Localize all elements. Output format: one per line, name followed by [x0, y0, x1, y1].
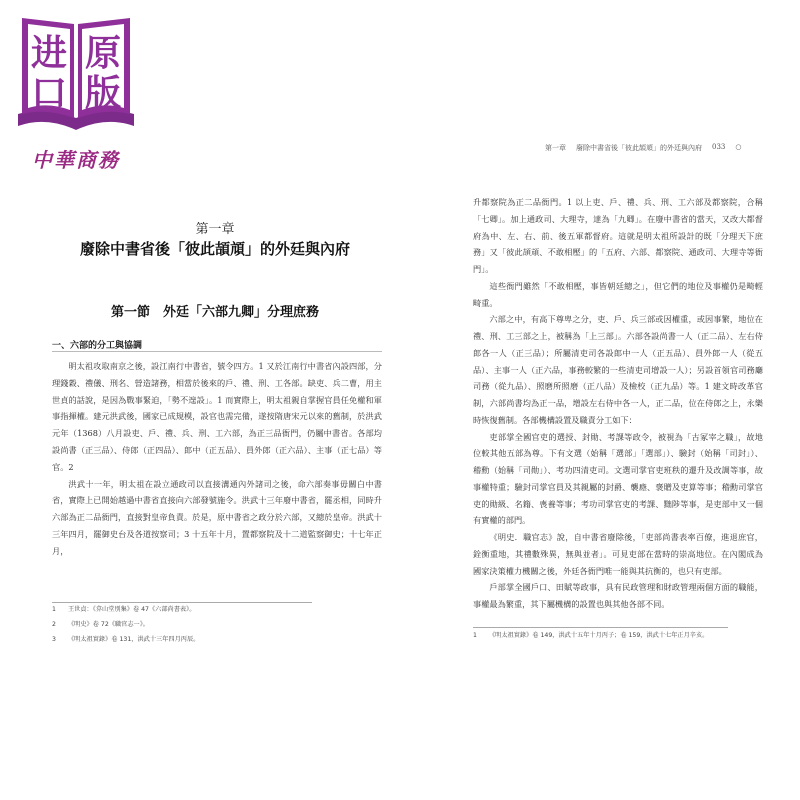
subsection-rule [52, 351, 382, 352]
section-title: 第一節 外廷「六部九卿」分理庶務 [110, 305, 319, 320]
footnote-text: 王世貞：《弇山堂別集》卷 47《六部尚書表》。 [68, 606, 196, 613]
right-paragraph-2: 這些衙門雖然「不敢相壓，事皆朝廷總之」，但它們的地位及事權仍是畸輕畸重。 [473, 280, 763, 308]
book-logo-graphic [14, 10, 138, 142]
subsection-heading: 一、六部的分工與協調 [52, 341, 143, 351]
right-footnotes [473, 628, 763, 643]
chapter-number: 第一章 [195, 222, 235, 237]
running-header [545, 143, 770, 153]
header-mark: ○ [735, 143, 742, 151]
logo-char-3: 口 [30, 73, 68, 114]
left-paragraph-2: 洪武十一年，明太祖在設立通政司以直接溝通內外諸司之後，命六部奏事毋關白中書省，實際上已開始越過中書省直接向六部發號施令。洪武十三年廢中書省，罷丞相，同時升六部為正二品衙門，直接對皇帝負責。於是，原中書省之政分於六部，又總於皇帝。洪武十三年四月，罷御史台及各道按察司；3 十五年十月，置都察院及十二道監察御史；十七年正月， [52, 478, 382, 556]
left-paragraph-1: 明太祖攻取南京之後，設江南行中書省，號令四方。1 又於江南行中書省內設四部，分理錢穀、禮儀、刑名、營造諸務，相當於後來的戶、禮、刑、工各部。缺吏、兵二曹，用主世貞的話說，是因為戰事緊迫，「勢不遑設」。1 而實際上，明太祖親自掌握官員任免權和軍事指揮權。建元洪武後，國家已成規模，設官也需完備，遂按隋唐宋元以來的舊制，於洪武元年（1368）八月設吏、戶、禮、兵、刑、工六部，為正三品衙門，仍屬中書省。各部均設尚書（正三品）、侍郎（正四品）、郎中（正五品）、員外郎（正六品）、主事（正七品）等官。2 [52, 361, 382, 472]
footnote-number: 1 [473, 632, 477, 639]
logo-char-1: 进 [30, 33, 68, 74]
header-chapter: 第一章 [545, 144, 566, 152]
left-body-text [52, 358, 382, 560]
footnote [473, 628, 763, 643]
left-footnotes [52, 602, 382, 647]
header-running-title: 廢除中書省後「彼此頡頏」的外廷與內府 [576, 144, 702, 152]
header-page-number: 033 [712, 143, 726, 151]
chapter-title: 廢除中書省後「彼此頡頏」的外廷與內府 [79, 240, 350, 258]
footnote-number: 2 [52, 621, 56, 628]
footnote-text: 《明史》卷 72《職官志一》。 [68, 621, 149, 628]
footnote-number: 1 [52, 606, 56, 613]
right-paragraph-3: 六部之中，有高下尊卑之分，吏、戶、兵三部或因權重，或因事繁，地位在禮、刑、工三部之上，被稱為「上三部」。六部各設尚書一人（正二品）、左右侍郎各一人（正三品）；所屬清吏司各設郎中一人（正五品）、員外郎一人（從五品）、主事一人（正六品，事務較繁的一些清吏司增設一人）；另設首領官司務廳司務（從九品）、照磨所照磨（正八品）及檢校（正九品）等。1 建文時改革官制，六部尚書均為正一品，增設左右侍中各一人，正二品，位在侍郎之上，永樂時恢復舊制。各部機構設置及職責分工如下： [473, 314, 763, 425]
right-paragraph-6: 戶部掌全國戶口、田賦等政事，具有民政管理和財政管理兩個方面的職能，事權最為繁重，其下屬機構的設置也與其他各部不同。 [473, 582, 763, 609]
right-paragraph-1: 升都察院為正二品衙門。1 以上吏、戶、禮、兵、刑、工六部及都察院，合稱「七卿」。加上通政司、大理寺，達為「九卿」。在廢中書省的當天，又改大都督府為中、左、右、前、後五軍都督府。這就是明太祖所設計的既「分理天下庶務」又「彼此頡頏、不敢相壓」的「五府、六部、都察院、通政司、大理寺等衙門」。 [473, 197, 763, 274]
right-body-text [473, 194, 763, 613]
right-paragraph-4: 吏部掌全國官吏的選授、封勛、考課等政令，被視為「古冢宰之職」，故地位較其他五部為尊。下有文選（始稱「選部」「選部」）、驗封（始稱「司封」）、稽勳（始稱「司勛」）、考功四清吏司。文選司掌官吏班秩的遷升及改調等事，故事權特重；驗封司掌官員及其親屬的封爵、襲廕、褒贈及吏算等事；稽勳司掌官吏的勛級、名籍、喪養等事；考功司掌官吏的考課、黜陟等事，是吏部中又一個有實權的部門。 [473, 431, 763, 526]
logo-brand-text: 中華商務 [32, 148, 120, 172]
footnote-number: 3 [52, 636, 56, 643]
right-paragraph-5: 《明史．職官志》說，自中書省廢除後，「吏部尚書表率百僚，進退庶官，銓衡重地，其禮數殊異，無與並者」。可見吏部在當時的崇高地位。在內閣成為國家決策權力機關之後，外廷各衙門唯一能與其抗衡的，也只有吏部。 [473, 532, 763, 576]
logo-char-2: 原 [84, 33, 122, 74]
logo-char-4: 版 [84, 73, 122, 114]
publisher-logo [14, 10, 138, 172]
footnote [52, 602, 382, 617]
footnote [52, 617, 382, 632]
footnote [52, 632, 382, 647]
footnote-text: 《明太祖實錄》卷 131，洪武十三年四月丙辰。 [68, 636, 200, 643]
footnote-text: 《明太祖實錄》卷 149，洪武十五年十月丙子；卷 159，洪武十七年正月辛亥。 [489, 632, 709, 639]
